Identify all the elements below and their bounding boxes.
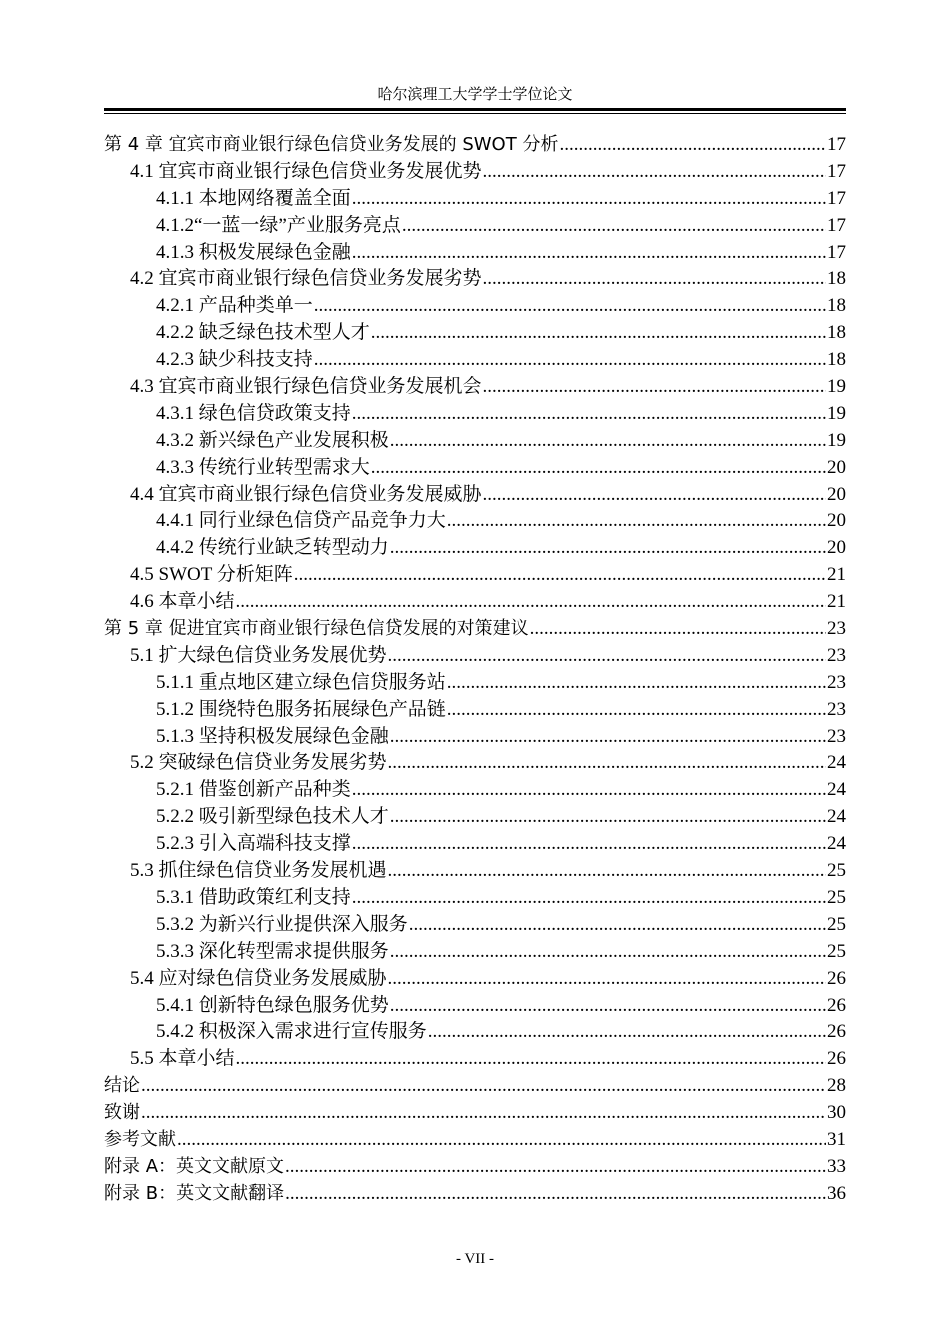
toc-entry-page: 19 (827, 402, 846, 424)
toc-entry-page: 26 (827, 994, 846, 1016)
toc-dot-leader (559, 132, 826, 159)
toc-entry-title: 第 4 章 宜宾市商业银行绿色信贷业务发展的 SWOT 分析 (104, 134, 559, 155)
toc-entry-title: 5.2 突破绿色信贷业务发展劣势 (130, 752, 387, 774)
toc-entry[interactable] (104, 482, 846, 509)
toc-entry-title: 5.5 本章小结 (130, 1048, 235, 1070)
toc-entry-title: 4.2 宜宾市商业银行绿色信贷业务发展劣势 (130, 268, 482, 290)
toc-entry-title: 4.5 SWOT 分析矩阵 (130, 564, 293, 586)
toc-entry-page: 25 (827, 913, 846, 935)
toc-entry-title: 4.2.2 缺乏绿色技术型人才 (156, 322, 370, 344)
toc-entry-page: 25 (827, 886, 846, 908)
toc-entry[interactable] (104, 885, 846, 912)
toc-dot-leader (352, 186, 826, 213)
toc-entry-page: 24 (827, 779, 846, 801)
toc-entry-page: 18 (827, 349, 846, 371)
toc-dot-leader (483, 374, 826, 401)
toc-entry-title: 5.1 扩大绿色信贷业务发展优势 (130, 644, 387, 666)
toc-entry[interactable] (104, 186, 846, 213)
toc-entry-title: 5.3.1 借助政策红利支持 (156, 886, 351, 908)
toc-entry[interactable] (104, 670, 846, 697)
toc-entry-page: 19 (827, 376, 846, 398)
toc-entry[interactable] (104, 374, 846, 401)
table-of-contents (104, 132, 846, 1208)
toc-dot-leader (314, 293, 826, 320)
toc-entry-title: 5.1.2 围绕特色服务拓展绿色产品链 (156, 698, 446, 720)
running-header: 哈尔滨理工大学学士学位论文 (377, 87, 573, 103)
toc-entry-title: 5.1.3 坚持积极发展绿色金融 (156, 725, 389, 747)
toc-dot-leader (390, 804, 826, 831)
toc-entry[interactable] (104, 697, 846, 724)
toc-dot-leader (390, 428, 826, 455)
toc-entry-page: 30 (827, 1102, 846, 1124)
toc-dot-leader (530, 616, 826, 643)
toc-entry-page: 23 (827, 644, 846, 666)
toc-entry-title: 5.4.1 创新特色绿色服务优势 (156, 994, 389, 1016)
toc-entry-title: 附录 B：英文文献翻译 (104, 1182, 285, 1204)
toc-entry-page: 23 (827, 698, 846, 720)
toc-dot-leader (447, 670, 826, 697)
toc-entry[interactable] (104, 562, 846, 589)
toc-entry[interactable] (104, 213, 846, 240)
toc-entry-title: 4.3.2 新兴绿色产业发展积极 (156, 429, 389, 451)
toc-entry[interactable] (104, 455, 846, 482)
toc-dot-leader (236, 1046, 826, 1073)
toc-entry[interactable] (104, 616, 846, 643)
toc-dot-leader (388, 966, 826, 993)
toc-entry-page: 19 (827, 429, 846, 451)
toc-entry-title: 5.4.2 积极深入需求进行宣传服务 (156, 1021, 427, 1043)
toc-entry-title: 4.6 本章小结 (130, 591, 235, 613)
toc-dot-leader (388, 750, 826, 777)
toc-dot-leader (236, 589, 826, 616)
toc-entry[interactable] (104, 724, 846, 751)
toc-dot-leader (483, 482, 826, 509)
toc-dot-leader (352, 240, 826, 267)
toc-entry[interactable] (104, 266, 846, 293)
toc-entry[interactable] (104, 777, 846, 804)
toc-dot-leader (352, 401, 826, 428)
toc-entry[interactable] (104, 132, 846, 159)
toc-entry-page: 23 (827, 618, 846, 640)
toc-entry-page: 20 (827, 483, 846, 505)
toc-entry[interactable] (104, 535, 846, 562)
toc-dot-leader (352, 885, 826, 912)
toc-entry-page: 23 (827, 725, 846, 747)
toc-dot-leader (352, 777, 826, 804)
toc-dot-leader (141, 1073, 826, 1100)
toc-entry-title: 4.3.1 绿色信贷政策支持 (156, 402, 351, 424)
header-rule-thick (104, 108, 846, 111)
toc-entry-page: 17 (827, 241, 846, 263)
toc-entry-title: 5.3.3 深化转型需求提供服务 (156, 940, 389, 962)
toc-entry-page: 36 (827, 1182, 846, 1204)
toc-entry-title: 4.3.3 传统行业转型需求大 (156, 456, 370, 478)
toc-entry-page: 21 (827, 591, 846, 613)
toc-entry[interactable] (104, 428, 846, 455)
toc-entry-page: 24 (827, 752, 846, 774)
toc-entry[interactable] (104, 643, 846, 670)
toc-dot-leader (314, 347, 826, 374)
toc-entry-title: 5.4 应对绿色信贷业务发展威胁 (130, 967, 387, 989)
toc-entry-title: 4.4 宜宾市商业银行绿色信贷业务发展威胁 (130, 483, 482, 505)
toc-entry[interactable] (104, 293, 846, 320)
toc-entry[interactable] (104, 240, 846, 267)
toc-entry-page: 33 (827, 1155, 846, 1177)
toc-dot-leader (390, 724, 826, 751)
toc-entry[interactable] (104, 589, 846, 616)
toc-dot-leader (285, 1181, 826, 1208)
toc-entry[interactable] (104, 939, 846, 966)
toc-entry-title: 5.2.1 借鉴创新产品种类 (156, 779, 351, 801)
toc-dot-leader (294, 562, 826, 589)
toc-entry-page: 26 (827, 1021, 846, 1043)
toc-dot-leader (409, 912, 826, 939)
toc-entry[interactable] (104, 993, 846, 1020)
toc-entry-title: 5.1.1 重点地区建立绿色信贷服务站 (156, 671, 446, 693)
toc-entry-page: 18 (827, 322, 846, 344)
toc-entry-title: 4.1.2“一蓝一绿”产业服务亮点 (156, 214, 401, 236)
toc-entry-title: 5.3 抓住绿色信贷业务发展机遇 (130, 860, 387, 882)
toc-dot-leader (390, 993, 826, 1020)
toc-entry-page: 17 (827, 214, 846, 236)
toc-entry-title: 5.3.2 为新兴行业提供深入服务 (156, 913, 408, 935)
toc-dot-leader (141, 1100, 826, 1127)
toc-dot-leader (388, 643, 826, 670)
toc-dot-leader (483, 159, 826, 186)
toc-entry-page: 17 (827, 160, 846, 182)
toc-entry-title: 4.1 宜宾市商业银行绿色信贷业务发展优势 (130, 160, 482, 182)
toc-dot-leader (371, 320, 826, 347)
toc-entry[interactable] (104, 1100, 846, 1127)
toc-entry-page: 23 (827, 671, 846, 693)
toc-dot-leader (390, 535, 826, 562)
toc-entry-title: 4.3 宜宾市商业银行绿色信贷业务发展机会 (130, 376, 482, 398)
toc-entry[interactable] (104, 1181, 846, 1208)
toc-dot-leader (285, 1154, 826, 1181)
toc-entry-page: 24 (827, 806, 846, 828)
toc-entry[interactable] (104, 320, 846, 347)
toc-entry-title: 附录 A：英文文献原文 (104, 1155, 285, 1177)
toc-entry[interactable] (104, 1046, 846, 1073)
toc-entry-page: 20 (827, 537, 846, 559)
toc-entry-page: 28 (827, 1075, 846, 1097)
toc-entry-title: 5.2.2 吸引新型绿色技术人才 (156, 806, 389, 828)
toc-entry-title: 4.4.2 传统行业缺乏转型动力 (156, 537, 389, 559)
toc-dot-leader (352, 831, 826, 858)
toc-dot-leader (428, 1019, 826, 1046)
toc-entry[interactable] (104, 804, 846, 831)
toc-entry-title: 4.2.3 缺少科技支持 (156, 349, 313, 371)
toc-entry-title: 4.1.1 本地网络覆盖全面 (156, 187, 351, 209)
toc-entry[interactable] (104, 159, 846, 186)
toc-dot-leader (371, 455, 826, 482)
toc-dot-leader (447, 508, 826, 535)
toc-entry-page: 20 (827, 510, 846, 532)
toc-entry[interactable] (104, 1073, 846, 1100)
toc-entry[interactable] (104, 1127, 846, 1154)
toc-entry-page: 25 (827, 940, 846, 962)
toc-entry-page: 17 (827, 134, 846, 155)
toc-entry-page: 31 (827, 1128, 846, 1150)
toc-entry-title: 参考文献 (104, 1128, 176, 1150)
toc-dot-leader (402, 213, 826, 240)
toc-entry[interactable] (104, 966, 846, 993)
toc-entry-title: 4.1.3 积极发展绿色金融 (156, 241, 351, 263)
toc-dot-leader (177, 1127, 826, 1154)
toc-entry-page: 17 (827, 187, 846, 209)
toc-entry-page: 25 (827, 860, 846, 882)
toc-entry-title: 5.2.3 引入高端科技支撑 (156, 833, 351, 855)
toc-entry-page: 20 (827, 456, 846, 478)
toc-entry[interactable] (104, 347, 846, 374)
toc-entry[interactable] (104, 750, 846, 777)
toc-entry[interactable] (104, 508, 846, 535)
header-rule-thin (104, 113, 846, 114)
toc-entry[interactable] (104, 831, 846, 858)
toc-dot-leader (447, 697, 826, 724)
toc-entry-page: 26 (827, 967, 846, 989)
toc-entry-title: 结论 (104, 1075, 140, 1097)
toc-entry-title: 4.4.1 同行业绿色信贷产品竞争力大 (156, 510, 446, 532)
page-number: - VII - (455, 1251, 495, 1267)
toc-entry-page: 21 (827, 564, 846, 586)
toc-entry-title: 第 5 章 促进宜宾市商业银行绿色信贷发展的对策建议 (104, 618, 529, 640)
toc-dot-leader (483, 266, 826, 293)
toc-entry-title: 4.2.1 产品种类单一 (156, 295, 313, 317)
toc-entry[interactable] (104, 1019, 846, 1046)
toc-entry[interactable] (104, 401, 846, 428)
toc-entry-page: 26 (827, 1048, 846, 1070)
toc-entry-title: 致谢 (104, 1102, 140, 1124)
toc-entry[interactable] (104, 858, 846, 885)
toc-entry-page: 18 (827, 268, 846, 290)
toc-entry-page: 24 (827, 833, 846, 855)
toc-entry[interactable] (104, 912, 846, 939)
toc-entry-page: 18 (827, 295, 846, 317)
toc-entry[interactable] (104, 1154, 846, 1181)
toc-dot-leader (388, 858, 826, 885)
toc-dot-leader (390, 939, 826, 966)
